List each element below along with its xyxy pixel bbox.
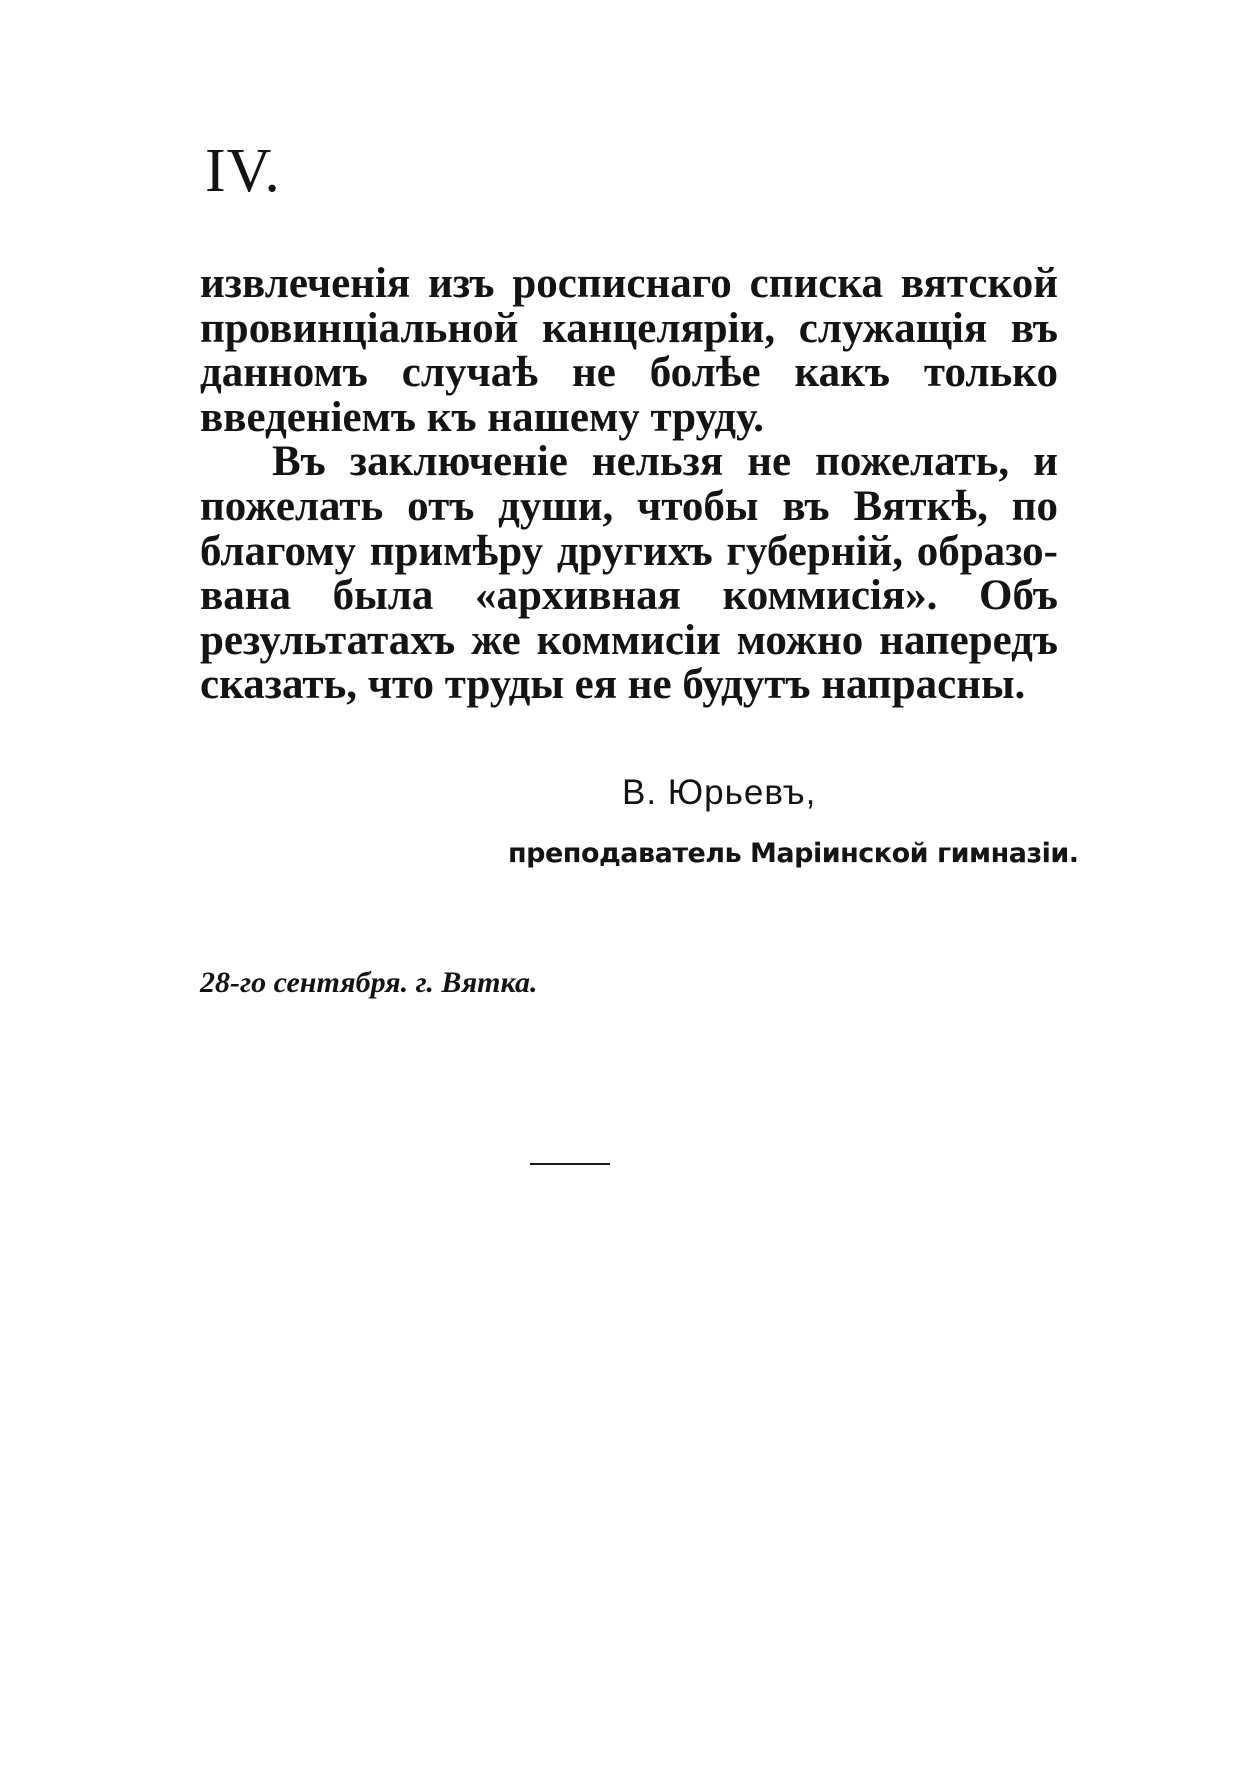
end-divider bbox=[530, 1163, 610, 1165]
body-text bbox=[200, 262, 1058, 708]
paragraph: Въ заключеніе нельзя не пожелать, и пожелать отъ души, чтобы въ Вяткѣ, по благому примѣру другихъ губерній, образована была «архивная коммисія». Объ результатахъ же коммисіи можно напередъ сказать, что труды ея не будутъ напрасны. bbox=[200, 438, 1058, 709]
author-name: В. Юрьевъ, bbox=[622, 773, 817, 812]
paragraph: извлеченія изъ росписнаго списка вятской провинціальной канцеляріи, служащія въ данномъ случаѣ не болѣе какъ только введеніемъ къ нашему труду. bbox=[200, 260, 1058, 441]
author-title: преподаватель Маріинской гимназіи. bbox=[508, 838, 1079, 869]
dateline: 28-го сентября. г. Вятка. bbox=[200, 966, 538, 999]
page-number: IV. bbox=[205, 137, 281, 205]
